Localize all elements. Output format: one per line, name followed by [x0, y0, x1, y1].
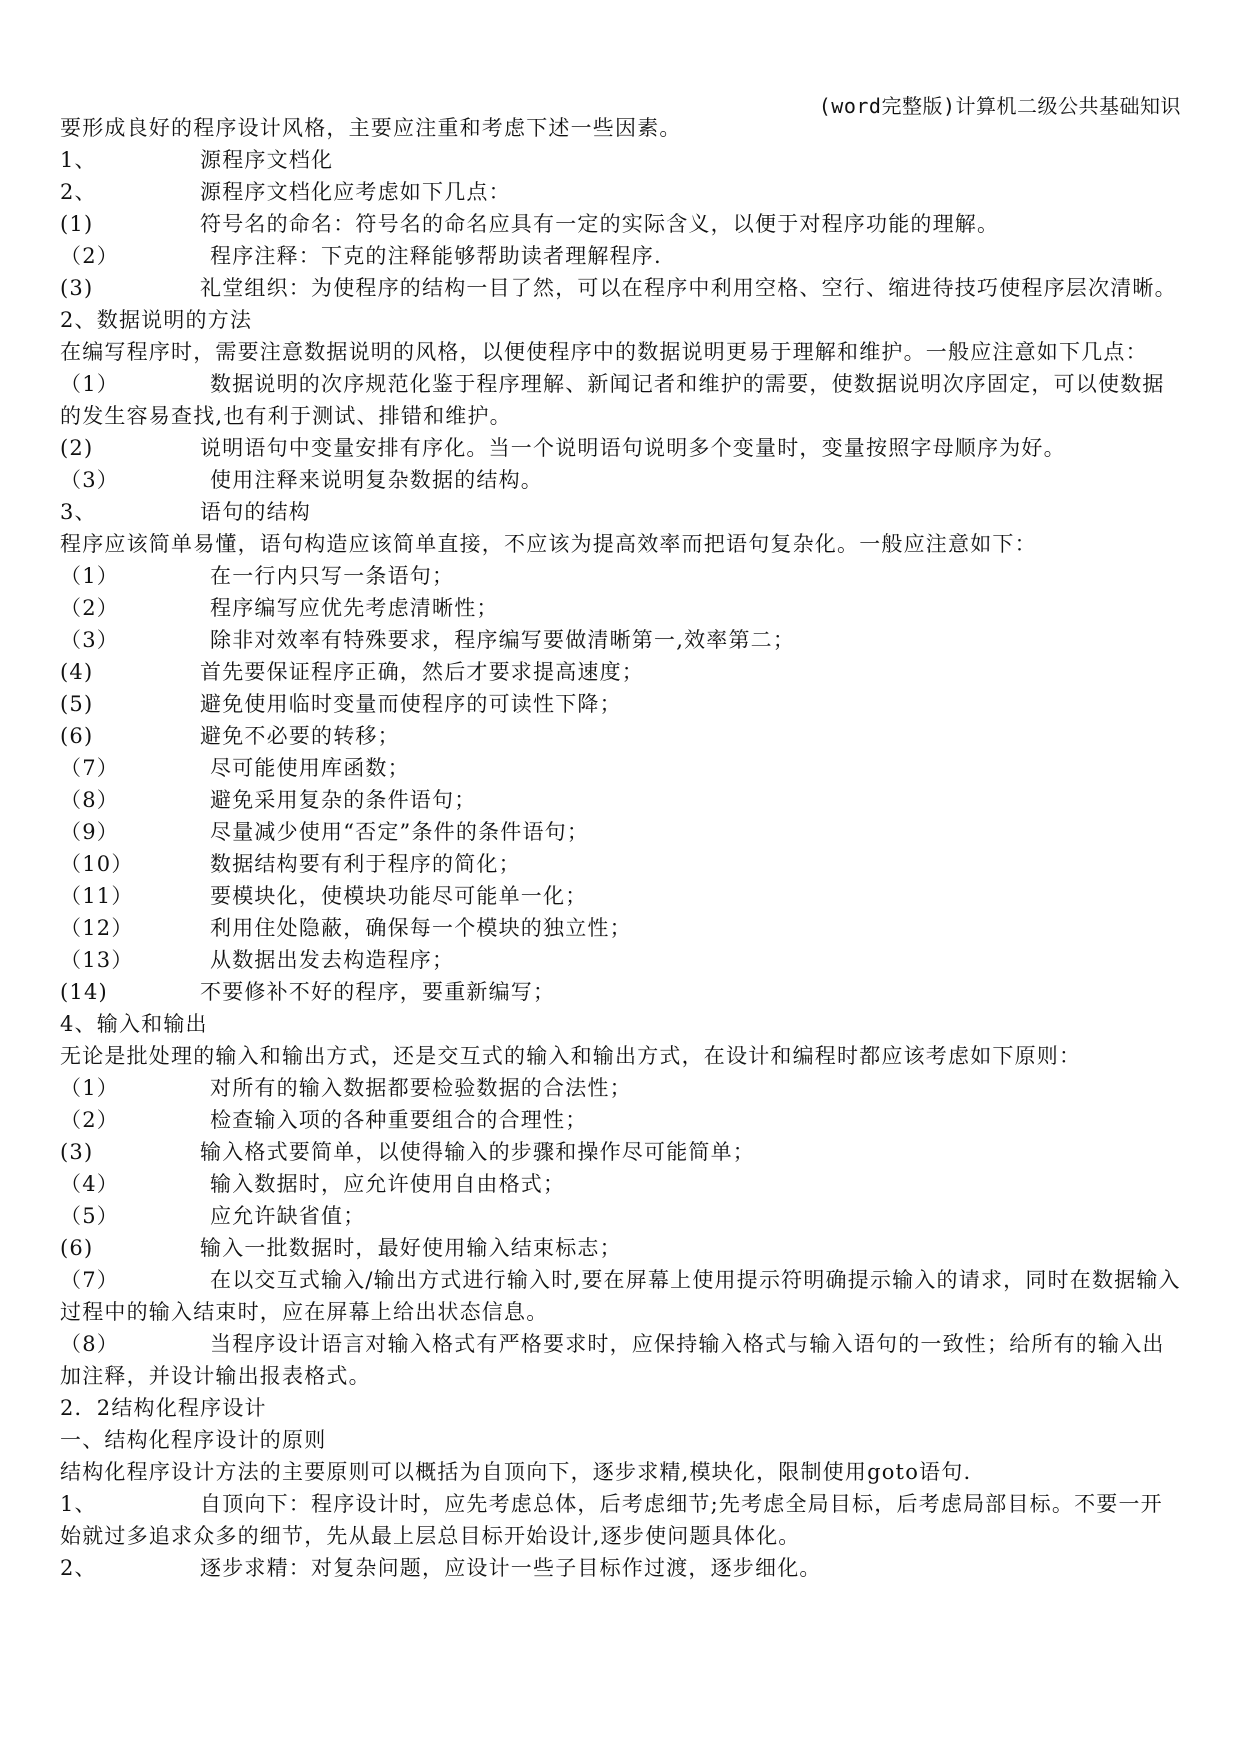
item-number: （8）: [60, 1332, 119, 1356]
line-text: 数据结构要有利于程序的简化；: [210, 852, 521, 876]
item-number: (3): [60, 276, 94, 300]
text-line: [60, 208, 1182, 240]
text-line: [60, 368, 1182, 432]
text-line: [60, 528, 1182, 560]
line-text: 除非对效率有特殊要求，程序编写要做清晰第一,效率第二；: [210, 628, 796, 652]
item-number: （3）: [60, 468, 119, 492]
item-number: (6): [60, 724, 94, 748]
item-number: (2): [60, 436, 94, 460]
text-line: [60, 1424, 1182, 1456]
line-text: 避免采用复杂的条件语句；: [210, 788, 477, 812]
text-line: [60, 1040, 1182, 1072]
line-text: 说明语句中变量安排有序化。当一个说明语句说明多个变量时，变量按照字母顺序为好。: [200, 436, 1066, 460]
item-number: （9）: [60, 820, 119, 844]
line-text: 符号名的命名：符号名的命名应具有一定的实际含义，以便于对程序功能的理解。: [200, 212, 1000, 236]
item-number: （10）: [60, 852, 134, 876]
text-line: [60, 560, 1182, 592]
line-text: 从数据出发去构造程序；: [210, 948, 455, 972]
page-header: (word完整版)计算机二级公共基础知识: [818, 94, 1181, 118]
item-number: 3、: [60, 500, 97, 524]
text-line: [60, 1232, 1182, 1264]
item-number: (14): [60, 980, 108, 1004]
line-text: 无论是批处理的输入和输出方式，还是交互式的输入和输出方式，在设计和编程时都应该考虑如下原则：: [60, 1044, 1082, 1068]
text-line: [60, 1392, 1182, 1424]
line-text: 程序注释：下克的注释能够帮助读者理解程序.: [210, 244, 662, 268]
line-text: 要模块化，使模块功能尽可能单一化；: [210, 884, 588, 908]
line-text: 使用注释来说明复杂数据的结构。: [210, 468, 543, 492]
item-number: 1、: [60, 148, 97, 172]
text-line: [60, 1456, 1182, 1488]
item-number: 2、: [60, 180, 97, 204]
item-number: （13）: [60, 948, 134, 972]
text-line: [60, 1328, 1182, 1392]
line-text: 尽量减少使用“否定”条件的条件语句；: [210, 820, 590, 844]
item-number: （7）: [60, 1268, 119, 1292]
text-line: [60, 976, 1182, 1008]
item-number: （11）: [60, 884, 134, 908]
text-line: [60, 496, 1182, 528]
line-text: 要形成良好的程序设计风格，主要应注重和考虑下述一些因素。: [60, 116, 682, 140]
line-text: 数据说明的次序规范化鉴于程序理解、新闻记者和维护的需要，使数据说明次序固定，可以使数据的发生容易查找,也有利于测试、排错和维护。: [60, 372, 1165, 428]
document-body: [60, 112, 1182, 1584]
item-number: （1）: [60, 372, 119, 396]
text-line: [60, 688, 1182, 720]
item-number: (3): [60, 1140, 94, 1164]
text-line: [60, 1200, 1182, 1232]
line-text: 语句的结构: [200, 500, 311, 524]
line-text: 检查输入项的各种重要组合的合理性；: [210, 1108, 588, 1132]
text-line: [60, 656, 1182, 688]
text-line: [60, 784, 1182, 816]
line-text: 对所有的输入数据都要检验数据的合法性；: [210, 1076, 632, 1100]
text-line: [60, 1104, 1182, 1136]
line-text: 程序编写应优先考虑清晰性；: [210, 596, 499, 620]
line-text: 结构化程序设计方法的主要原则可以概括为自顶向下，逐步求精,模块化，限制使用goto语句.: [60, 1460, 972, 1484]
text-line: [60, 816, 1182, 848]
item-number: (1): [60, 212, 94, 236]
line-text: 源程序文档化: [200, 148, 334, 172]
item-number: （2）: [60, 596, 119, 620]
line-text: 礼堂组织：为使程序的结构一目了然，可以在程序中利用空格、空行、缩进待技巧使程序层次清晰。: [200, 276, 1177, 300]
text-line: [60, 1008, 1182, 1040]
text-line: [60, 1264, 1182, 1328]
text-line: [60, 112, 1182, 144]
line-text: 不要修补不好的程序，要重新编写；: [200, 980, 556, 1004]
text-line: [60, 304, 1182, 336]
line-text: 2．2结构化程序设计: [60, 1396, 267, 1420]
item-number: （4）: [60, 1172, 119, 1196]
text-line: [60, 1552, 1182, 1584]
text-line: [60, 336, 1182, 368]
text-line: [60, 144, 1182, 176]
line-text: 利用住处隐蔽，确保每一个模块的独立性；: [210, 916, 632, 940]
line-text: 自顶向下：程序设计时，应先考虑总体，后考虑细节;先考虑全局目标，后考虑局部目标。不要一开始就过多追求众多的细节，先从最上层总目标开始设计,逐步使问题具体化。: [60, 1492, 1163, 1548]
text-line: [60, 1168, 1182, 1200]
line-text: 逐步求精：对复杂问题，应设计一些子目标作过渡，逐步细化。: [200, 1556, 822, 1580]
line-text: 程序应该简单易懂，语句构造应该简单直接，不应该为提高效率而把语句复杂化。一般应注意如下：: [60, 532, 1037, 556]
line-text: 源程序文档化应考虑如下几点：: [200, 180, 511, 204]
item-number: 1、: [60, 1492, 97, 1516]
text-line: [60, 240, 1182, 272]
line-text: 当程序设计语言对输入格式有严格要求时，应保持输入格式与输入语句的一致性；给所有的输入出加注释，并设计输出报表格式。: [60, 1332, 1165, 1388]
item-number: (6): [60, 1236, 94, 1260]
item-number: (4): [60, 660, 94, 684]
text-line: [60, 880, 1182, 912]
line-text: 在一行内只写一条语句；: [210, 564, 455, 588]
line-text: 避免不必要的转移；: [200, 724, 400, 748]
line-text: 输入一批数据时，最好使用输入结束标志；: [200, 1236, 622, 1260]
text-line: [60, 592, 1182, 624]
text-line: [60, 464, 1182, 496]
text-line: [60, 176, 1182, 208]
text-line: [60, 1136, 1182, 1168]
item-number: （2）: [60, 1108, 119, 1132]
text-line: [60, 720, 1182, 752]
item-number: （1）: [60, 1076, 119, 1100]
item-number: （7）: [60, 756, 119, 780]
text-line: [60, 624, 1182, 656]
line-text: 避免使用临时变量而使程序的可读性下降；: [200, 692, 622, 716]
item-number: （12）: [60, 916, 134, 940]
text-line: [60, 912, 1182, 944]
line-text: 输入数据时，应允许使用自由格式；: [210, 1172, 566, 1196]
line-text: 在编写程序时，需要注意数据说明的风格，以便使程序中的数据说明更易于理解和维护。一般应注意如下几点：: [60, 340, 1148, 364]
line-text: 尽可能使用库函数；: [210, 756, 410, 780]
item-number: （8）: [60, 788, 119, 812]
line-text: 首先要保证程序正确，然后才要求提高速度；: [200, 660, 644, 684]
item-number: (5): [60, 692, 94, 716]
item-number: 2、: [60, 1556, 97, 1580]
item-number: （2）: [60, 244, 119, 268]
line-text: 应允许缺省值；: [210, 1204, 366, 1228]
text-line: [60, 1488, 1182, 1552]
line-text: 在以交互式输入/输出方式进行输入时,要在屏幕上使用提示符明确提示输入的请求，同时在数据输入过程中的输入结束时，应在屏幕上给出状态信息。: [60, 1268, 1181, 1324]
line-text: 输入格式要简单，以使得输入的步骤和操作尽可能简单；: [200, 1140, 755, 1164]
item-number: （5）: [60, 1204, 119, 1228]
item-number: （1）: [60, 564, 119, 588]
text-line: [60, 752, 1182, 784]
item-number: （3）: [60, 628, 119, 652]
line-text: 2、数据说明的方法: [60, 308, 253, 332]
line-text: 4、输入和输出: [60, 1012, 208, 1036]
text-line: [60, 272, 1182, 304]
text-line: [60, 1072, 1182, 1104]
text-line: [60, 848, 1182, 880]
line-text: 一、结构化程序设计的原则: [60, 1428, 327, 1452]
text-line: [60, 432, 1182, 464]
text-line: [60, 944, 1182, 976]
